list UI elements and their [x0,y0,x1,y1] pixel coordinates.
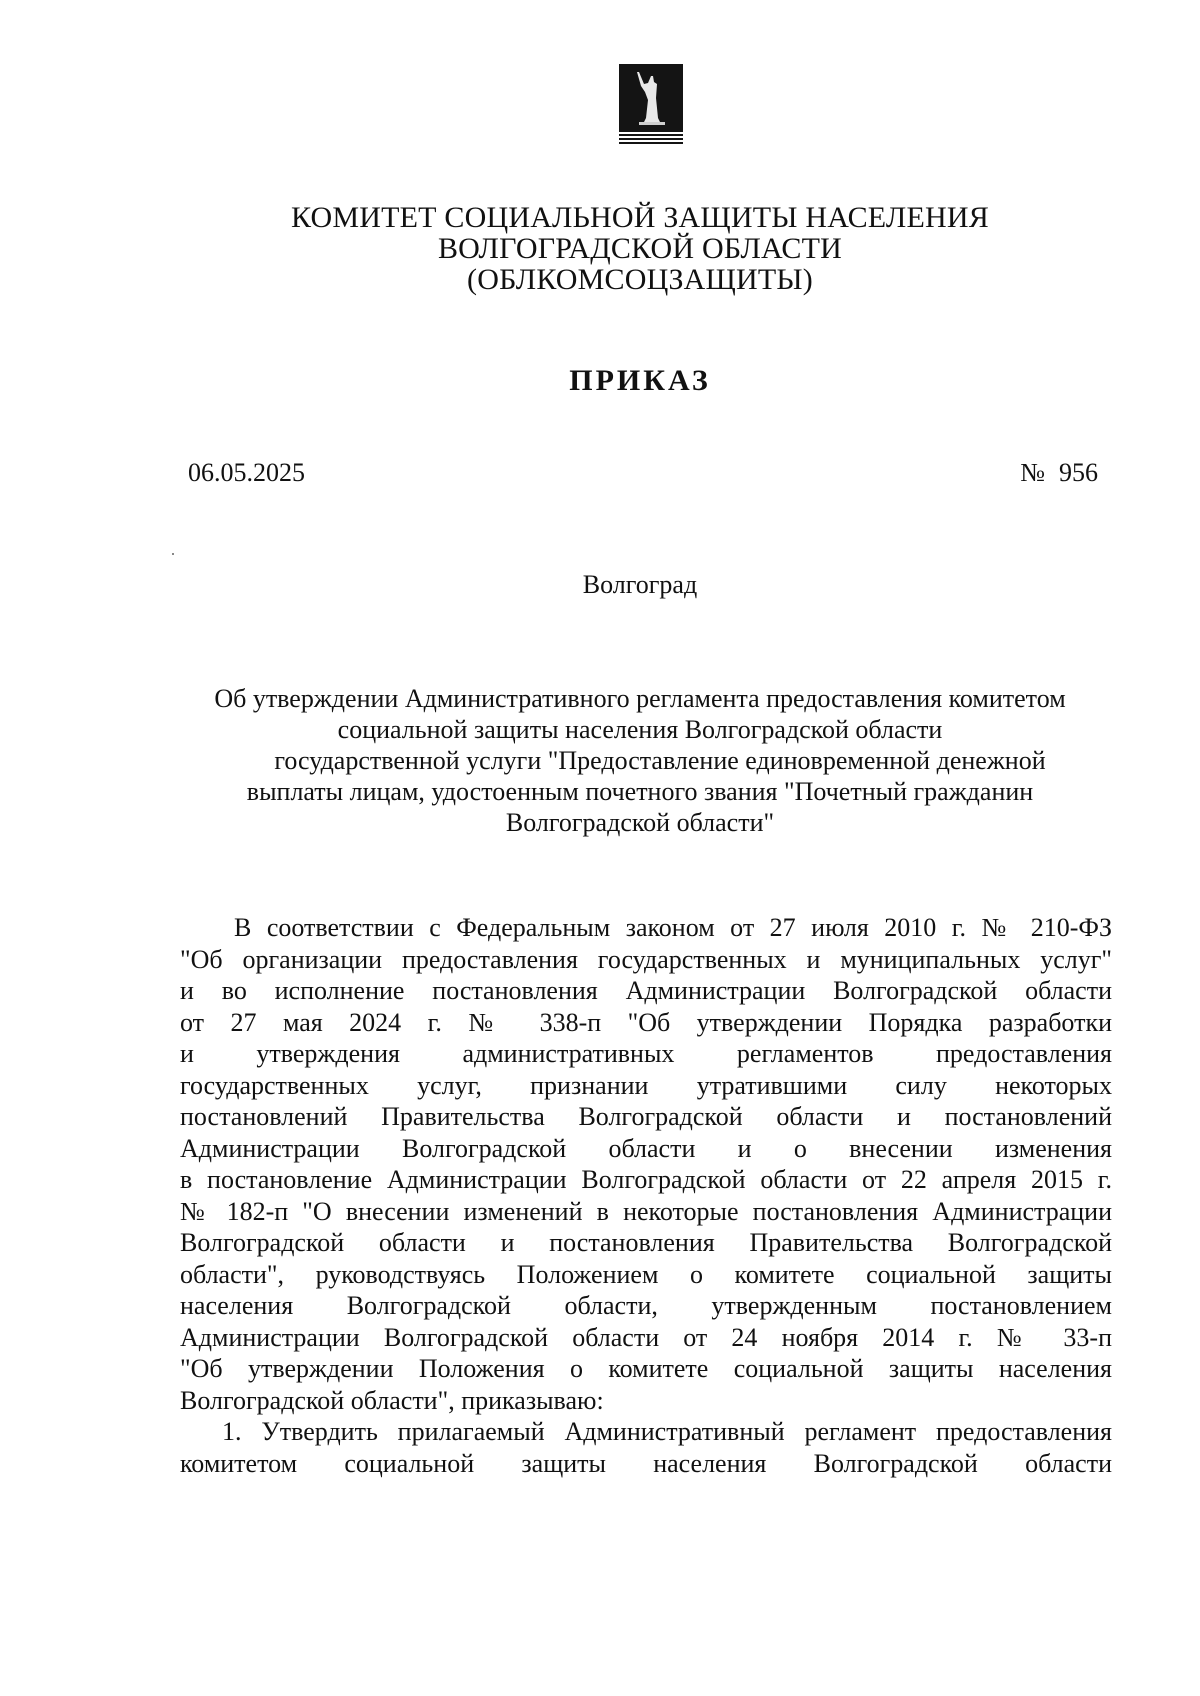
body-line: "Об организации предоставления государственных и муниципальных услуг" [180,944,1112,974]
body-line: Волгоградской области", приказываю: [180,1385,604,1415]
document-subject [160,683,1120,838]
body-line: № 182-п "О внесении изменений в некоторые постановления Администрации [180,1196,1112,1226]
document-number [1020,458,1098,488]
body-line: Администрации Волгоградской области от 24 ноября 2014 г. № 33-п [180,1322,1112,1352]
number-value: 956 [1059,458,1098,487]
body-line: Волгоградской области и постановления Правительства Волгоградской [180,1228,1112,1257]
organization-line: КОМИТЕТ СОЦИАЛЬНОЙ ЗАЩИТЫ НАСЕЛЕНИЯ [291,201,989,234]
body-line: комитетом социальной защиты населения Волгоградской области [180,1448,1112,1478]
subject-line: государственной услуги "Предоставление единовременной денежной [274,746,1046,775]
subject-line: социальной защиты населения Волгоградской области [337,715,943,744]
body-line: Администрации Волгоградской области и о внесении изменения [180,1133,1112,1163]
body-line: от 27 мая 2024 г. № 338-п "Об утверждении Порядка разработки [180,1007,1112,1037]
body-line: постановлений Правительства Волгоградской области и постановлений [180,1102,1112,1131]
body-line: 1. Утвердить прилагаемый Административный регламент предоставления [222,1417,1112,1446]
body-line: в постановление Администрации Волгоградской области от 22 апреля 2015 г. [180,1165,1112,1194]
body-line: В соответствии с Федеральным законом от 27 июля 2010 г. № 210-ФЗ [234,913,1112,942]
body-line: "Об утверждении Положения о комитете социальной защиты населения [180,1354,1112,1383]
body-line: населения Волгоградской области, утвержденным постановлением [180,1291,1112,1320]
number-sign: № [1020,458,1045,487]
subject-line: Волгоградской области" [505,808,775,837]
coat-of-arms-icon [617,62,685,144]
body-line: и во исполнение постановления Администрации Волгоградской области [180,976,1112,1005]
organization-line: (ОБЛКОМСОЦЗАЩИТЫ) [467,263,813,296]
body-line: государственных услуг, признании утратившими силу некоторых [180,1070,1112,1100]
subject-line: Об утверждении Административного регламента предоставления комитетом [214,684,1066,713]
body-line: и утверждения административных регламентов предоставления [180,1039,1112,1068]
scan-speck [172,553,174,555]
body-line: области", руководствуясь Положением о комитете социальной защиты [180,1259,1112,1289]
organization-line: ВОЛГОГРАДСКОЙ ОБЛАСТИ [437,232,843,265]
document-body [180,912,1112,1479]
document-city: Волгоград [582,570,698,599]
document-type-title: ПРИКАЗ [569,364,711,397]
document-date: 06.05.2025 [188,458,305,487]
subject-line: выплаты лицам, удостоенным почетного звания "Почетный гражданин [246,777,1034,806]
organization-name [200,202,1080,295]
